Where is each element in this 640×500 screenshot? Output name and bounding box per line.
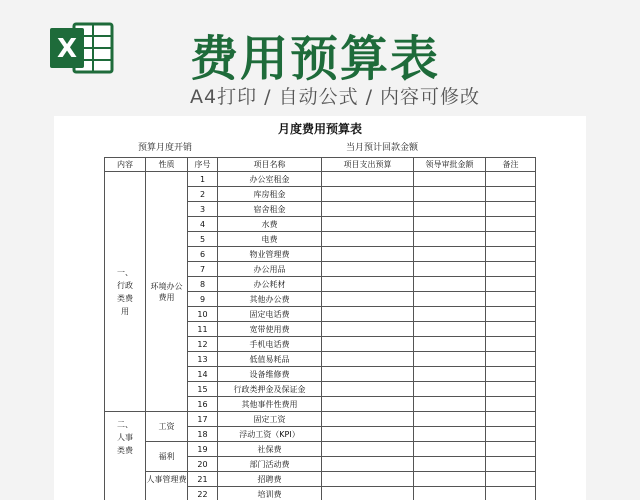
- remark-cell[interactable]: [486, 172, 536, 187]
- approval-cell[interactable]: [414, 322, 486, 337]
- row-item: 部门活动费: [218, 457, 322, 472]
- row-item: 固定工资: [218, 412, 322, 427]
- approval-cell[interactable]: [414, 442, 486, 457]
- row-item: 低值易耗品: [218, 352, 322, 367]
- remark-cell[interactable]: [486, 427, 536, 442]
- header-cell: 项目支出预算: [322, 158, 414, 172]
- budget-cell[interactable]: [322, 217, 414, 232]
- budget-cell[interactable]: [322, 187, 414, 202]
- remark-cell[interactable]: [486, 367, 536, 382]
- remark-cell[interactable]: [486, 457, 536, 472]
- header-cell: 领导审批金额: [414, 158, 486, 172]
- budget-cell[interactable]: [322, 232, 414, 247]
- row-no: 9: [188, 292, 218, 307]
- sheet-title: 月度费用预算表: [277, 122, 362, 136]
- row-no: 4: [188, 217, 218, 232]
- budget-cell[interactable]: [322, 367, 414, 382]
- row-no: 18: [188, 427, 218, 442]
- row-no: 13: [188, 352, 218, 367]
- row-no: 21: [188, 472, 218, 487]
- row-item: 设备维修费: [218, 367, 322, 382]
- row-item: 办公用品: [218, 262, 322, 277]
- meta-right: 当月预计回款金额: [346, 143, 419, 153]
- budget-cell[interactable]: [322, 202, 414, 217]
- row-no: 14: [188, 367, 218, 382]
- row-item: 库房租金: [218, 187, 322, 202]
- row-no: 3: [188, 202, 218, 217]
- table-row: [105, 172, 536, 187]
- remark-cell[interactable]: [486, 382, 536, 397]
- budget-cell[interactable]: [322, 397, 414, 412]
- row-no: 6: [188, 247, 218, 262]
- row-no: 10: [188, 307, 218, 322]
- row-no: 19: [188, 442, 218, 457]
- header-cell: 性质: [146, 158, 188, 172]
- remark-cell[interactable]: [486, 307, 536, 322]
- row-no: 15: [188, 382, 218, 397]
- budget-cell[interactable]: [322, 307, 414, 322]
- remark-cell[interactable]: [486, 262, 536, 277]
- row-item: 电费: [218, 232, 322, 247]
- row-item: 浮动工资（KPI）: [218, 427, 322, 442]
- approval-cell[interactable]: [414, 487, 486, 500]
- remark-cell[interactable]: [486, 412, 536, 427]
- approval-cell[interactable]: [414, 217, 486, 232]
- row-no: 12: [188, 337, 218, 352]
- row-item: 培训费: [218, 487, 322, 500]
- row-item: 社保费: [218, 442, 322, 457]
- budget-cell[interactable]: [322, 262, 414, 277]
- budget-cell[interactable]: [322, 472, 414, 487]
- row-item: 办公耗材: [218, 277, 322, 292]
- header-row: [105, 158, 536, 172]
- approval-cell[interactable]: [414, 457, 486, 472]
- section-2-content: 二、人事类费: [105, 412, 146, 500]
- group-welfare: 福利: [146, 442, 188, 472]
- row-no: 16: [188, 397, 218, 412]
- row-item: 宿舍租金: [218, 202, 322, 217]
- page-subtitle: A4打印 / 自动公式 / 内容可修改: [190, 86, 481, 108]
- remark-cell[interactable]: [486, 337, 536, 352]
- remark-cell[interactable]: [486, 487, 536, 500]
- row-item: 手机电话费: [218, 337, 322, 352]
- table-row: [105, 442, 536, 457]
- header-cell: 项目名称: [218, 158, 322, 172]
- row-item: 物业管理费: [218, 247, 322, 262]
- meta-left: 预算月度开销: [138, 143, 193, 153]
- approval-cell[interactable]: [414, 172, 486, 187]
- section-1-nature: 环境办公费用: [146, 172, 188, 412]
- budget-cell[interactable]: [322, 172, 414, 187]
- row-item: 固定电话费: [218, 307, 322, 322]
- approval-cell[interactable]: [414, 187, 486, 202]
- row-item: 招聘费: [218, 472, 322, 487]
- budget-cell[interactable]: [322, 382, 414, 397]
- remark-cell[interactable]: [486, 442, 536, 457]
- remark-cell[interactable]: [486, 352, 536, 367]
- approval-cell[interactable]: [414, 247, 486, 262]
- logo-letter: X: [56, 34, 78, 64]
- remark-cell[interactable]: [486, 247, 536, 262]
- row-no: 11: [188, 322, 218, 337]
- budget-cell[interactable]: [322, 487, 414, 500]
- budget-cell[interactable]: [322, 277, 414, 292]
- approval-cell[interactable]: [414, 427, 486, 442]
- remark-cell[interactable]: [486, 277, 536, 292]
- header-cell: 备注: [486, 158, 536, 172]
- remark-cell[interactable]: [486, 232, 536, 247]
- row-no: 20: [188, 457, 218, 472]
- spreadsheet-preview: [54, 116, 586, 500]
- budget-cell[interactable]: [322, 352, 414, 367]
- group-wages: 工资: [146, 412, 188, 442]
- header-cell: 序号: [188, 158, 218, 172]
- row-no: 8: [188, 277, 218, 292]
- row-no: 2: [188, 187, 218, 202]
- group-hr-management: 人事管理费: [146, 472, 188, 500]
- row-item: 宽带使用费: [218, 322, 322, 337]
- budget-cell[interactable]: [322, 427, 414, 442]
- approval-cell[interactable]: [414, 382, 486, 397]
- budget-table: [104, 157, 536, 500]
- remark-cell[interactable]: [486, 187, 536, 202]
- approval-cell[interactable]: [414, 367, 486, 382]
- budget-cell[interactable]: [322, 247, 414, 262]
- approval-cell[interactable]: [414, 232, 486, 247]
- row-no: 7: [188, 262, 218, 277]
- budget-cell[interactable]: [322, 412, 414, 427]
- budget-cell[interactable]: [322, 442, 414, 457]
- approval-cell[interactable]: [414, 412, 486, 427]
- row-item: 其他办公费: [218, 292, 322, 307]
- section-1-content: 一、行政类费用: [105, 172, 146, 412]
- row-no: 17: [188, 412, 218, 427]
- approval-cell[interactable]: [414, 472, 486, 487]
- remark-cell[interactable]: [486, 292, 536, 307]
- approval-cell[interactable]: [414, 397, 486, 412]
- row-no: 5: [188, 232, 218, 247]
- row-item: 其他事件性费用: [218, 397, 322, 412]
- page-title: 费用预算表: [190, 31, 441, 87]
- remark-cell[interactable]: [486, 397, 536, 412]
- row-no: 22: [188, 487, 218, 500]
- header-cell: 内容: [105, 158, 146, 172]
- approval-cell[interactable]: [414, 277, 486, 292]
- table-row: [105, 412, 536, 427]
- remark-cell[interactable]: [486, 322, 536, 337]
- approval-cell[interactable]: [414, 352, 486, 367]
- banner: [0, 0, 640, 118]
- remark-cell[interactable]: [486, 217, 536, 232]
- budget-cell[interactable]: [322, 292, 414, 307]
- approval-cell[interactable]: [414, 337, 486, 352]
- budget-cell[interactable]: [322, 322, 414, 337]
- approval-cell[interactable]: [414, 292, 486, 307]
- remark-cell[interactable]: [486, 202, 536, 217]
- excel-logo-icon: [46, 18, 116, 78]
- budget-cell[interactable]: [322, 457, 414, 472]
- row-item: 行政类押金及保证金: [218, 382, 322, 397]
- row-no: 1: [188, 172, 218, 187]
- row-item: 办公室租金: [218, 172, 322, 187]
- budget-cell[interactable]: [322, 337, 414, 352]
- row-item: 水费: [218, 217, 322, 232]
- approval-cell[interactable]: [414, 262, 486, 277]
- approval-cell[interactable]: [414, 307, 486, 322]
- remark-cell[interactable]: [486, 472, 536, 487]
- table-row: [105, 472, 536, 487]
- approval-cell[interactable]: [414, 202, 486, 217]
